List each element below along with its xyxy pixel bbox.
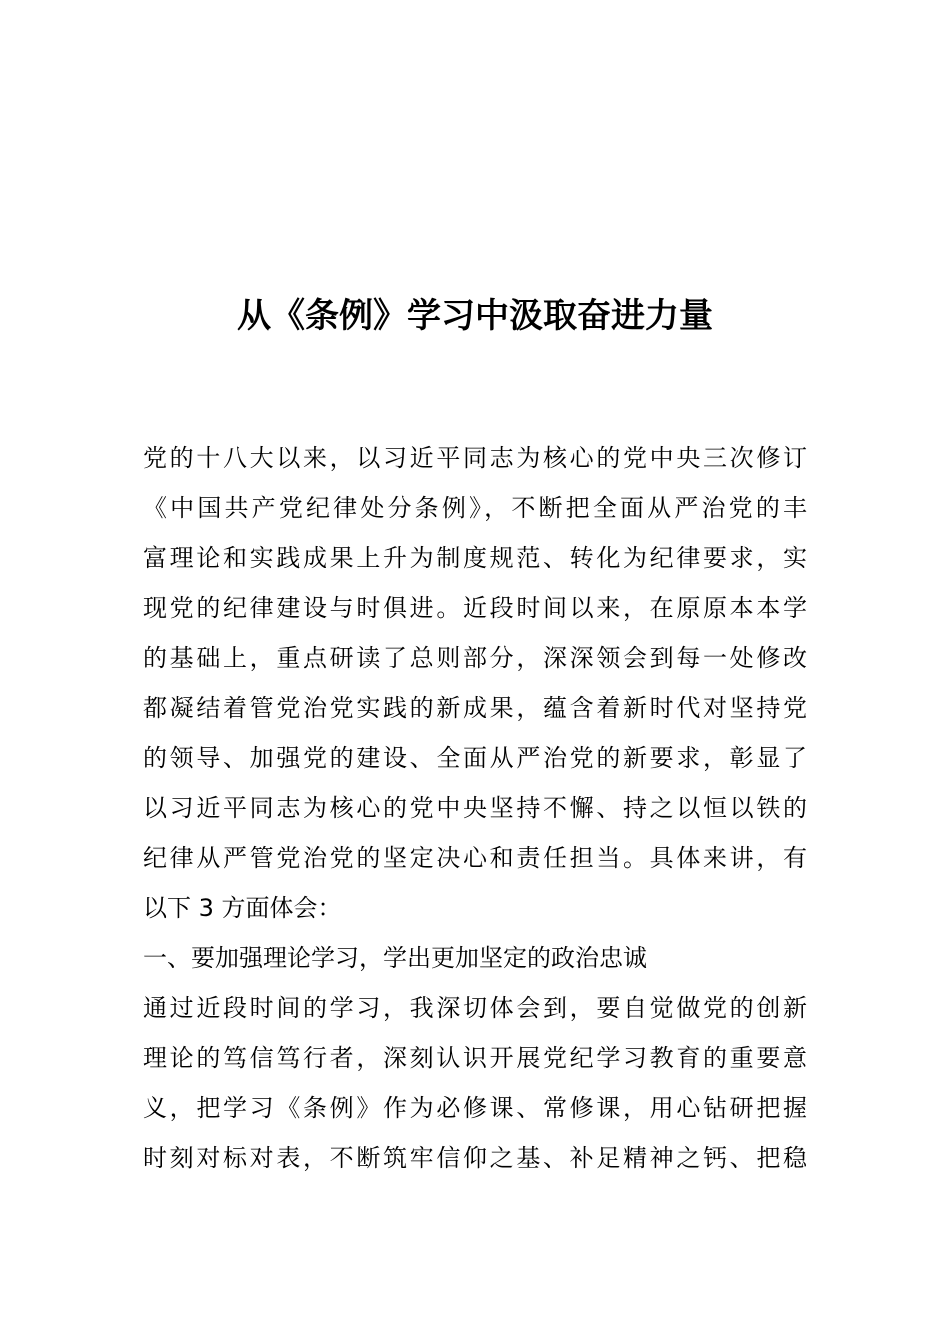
document-title: 从《条例》学习中汲取奋进力量: [237, 296, 713, 336]
paragraph-line: 的基础上，重点研读了总则部分，深深领会到每一处修改: [143, 644, 807, 672]
paragraph-line: 纪律从严管党治党的坚定决心和责任担当。具体来讲，有: [143, 844, 807, 872]
paragraph-line: 以习近平同志为核心的党中央坚持不懈、持之以恒以铁的: [143, 794, 807, 822]
paragraph-line: 时刻对标对表，不断筑牢信仰之基、补足精神之钙、把稳: [143, 1144, 807, 1172]
paragraph-line: 党的十八大以来，以习近平同志为核心的党中央三次修订: [143, 444, 807, 472]
paragraph-line: 以下 3 方面体会：: [143, 894, 342, 922]
paragraph-line: 都凝结着管党治党实践的新成果，蕴含着新时代对坚持党: [143, 694, 807, 722]
paragraph-line: 现党的纪律建设与时俱进。近段时间以来，在原原本本学: [143, 594, 807, 622]
document-body: [143, 433, 807, 1183]
section-heading: 一、要加强理论学习，学出更加坚定的政治忠诚: [143, 944, 647, 972]
paragraph-line: 的领导、加强党的建设、全面从严治党的新要求，彰显了: [143, 744, 807, 772]
paragraph-line: 理论的笃信笃行者，深刻认识开展党纪学习教育的重要意: [143, 1044, 807, 1072]
paragraph-line: 《中国共产党纪律处分条例》，不断把全面从严治党的丰: [143, 494, 807, 522]
paragraph-line: 通过近段时间的学习，我深切体会到，要自觉做党的创新: [143, 994, 807, 1022]
paragraph-line: 义，把学习《条例》作为必修课、常修课，用心钻研把握: [143, 1094, 807, 1122]
paragraph-line: 富理论和实践成果上升为制度规范、转化为纪律要求，实: [143, 544, 807, 572]
